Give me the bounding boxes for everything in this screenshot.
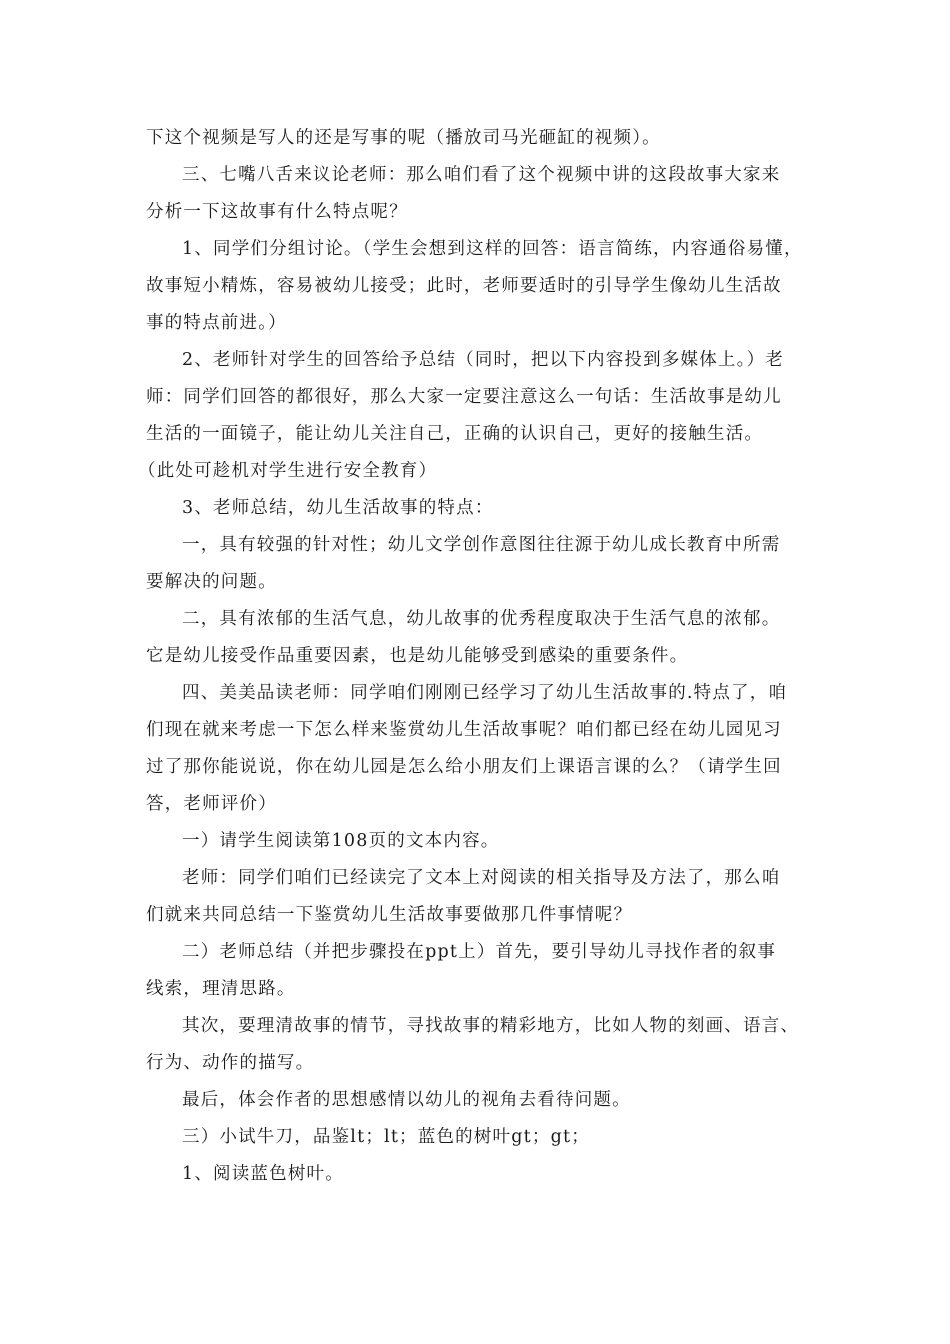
text-line: 四、美美品读老师：同学咱们刚刚已经学习了幼儿生活故事的.特点了，咱 <box>182 683 788 703</box>
text-line: 一）请学生阅读第108页的文本内容。 <box>182 831 500 851</box>
text-line: 线索，理清思路。 <box>146 979 296 999</box>
text-line: 过了那你能说说，你在幼儿园是怎么给小朋友们上课语言课的么？（请学生回 <box>146 757 782 777</box>
text-line: 二，具有浓郁的生活气息，幼儿故事的优秀程度取决于生活气息的浓郁。 <box>182 609 781 629</box>
text-line: 三、七嘴八舌来议论老师：那么咱们看了这个视频中讲的这段故事大家来 <box>182 165 781 185</box>
text-line: 3、老师总结，幼儿生活故事的特点： <box>182 498 494 518</box>
text-line: 故事短小精炼，容易被幼儿接受；此时，老师要适时的引导学生像幼儿生活故 <box>146 276 782 296</box>
text-line: 三）小试牛刀，品鉴lt；lt；蓝色的树叶gt；gt； <box>182 1127 590 1147</box>
text-line: 2、老师针对学生的回答给予总结（同时，把以下内容投到多媒体上。）老 <box>182 350 784 370</box>
text-line: 下这个视频是写人的还是写事的呢（播放司马光砸缸的视频）。 <box>146 128 661 148</box>
text-line: 答，老师评价） <box>146 794 277 814</box>
text-line: 行为、动作的描写。 <box>146 1053 315 1073</box>
text-line: 们就来共同总结一下鉴赏幼儿生活故事要做那几件事情呢？ <box>146 905 633 925</box>
text-line: 最后，体会作者的思想感情以幼儿的视角去看待问题。 <box>182 1090 631 1110</box>
text-line: 其次，要理清故事的情节，寻找故事的精彩地方，比如人物的刻画、语言、 <box>182 1016 800 1036</box>
text-line: （此处可趁机对学生进行安全教育） <box>138 461 438 481</box>
text-line: 生活的一面镜子，能让幼儿关注自己，正确的认识自己，更好的接触生活。 <box>146 424 764 444</box>
text-line: 1、阅读蓝色树叶。 <box>182 1164 344 1184</box>
text-line: 们现在就来考虑一下怎么样来鉴赏幼儿生活故事呢？咱们都已经在幼儿园见习 <box>146 720 782 740</box>
text-line: 老师：同学们咱们已经读完了文本上对阅读的相关指导及方法了，那么咱 <box>182 868 781 888</box>
text-line: 它是幼儿接受作品重要因素，也是幼儿能够受到感染的重要条件。 <box>146 646 689 666</box>
text-line: 分析一下这故事有什么特点呢？ <box>146 202 408 222</box>
text-line: 1、同学们分组讨论。（学生会想到这样的回答：语言简练，内容通俗易懂， <box>182 239 803 259</box>
text-line: 师：同学们回答的都很好，那么大家一定要注意这么一句话：生活故事是幼儿 <box>146 387 782 407</box>
text-line: 二）老师总结（并把步骤投在ppt上）首先，要引导幼儿寻找作者的叙事 <box>182 942 777 962</box>
text-line: 一，具有较强的针对性；幼儿文学创作意图往往源于幼儿成长教育中所需 <box>182 535 781 555</box>
text-line: 要解决的问题。 <box>146 572 277 592</box>
text-line: 事的特点前进。） <box>146 313 287 333</box>
